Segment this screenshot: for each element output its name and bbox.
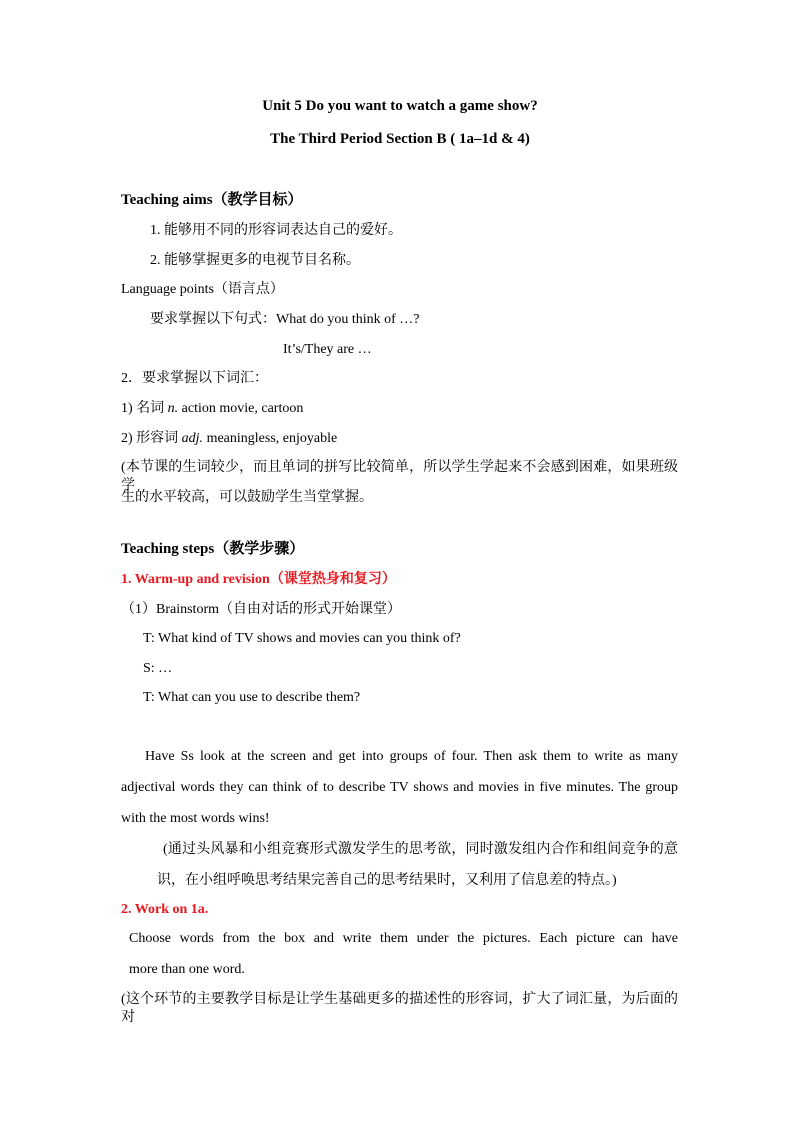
teaching-aims-heading: Teaching aims（教学目标） (121, 192, 303, 208)
teaching-steps-heading: Teaching steps（教学步骤） (121, 541, 305, 557)
dialog-line-3: T: What can you use to describe them? (143, 690, 361, 705)
aim-item-2: 2. 能够掌握更多的电视节目名称。 (150, 253, 360, 268)
brainstorm-label: （1）Brainstorm（自由对话的形式开始课堂） (121, 602, 401, 617)
document-title: Unit 5 Do you want to watch a game show? (262, 98, 538, 114)
brainstorm-note-line-1: (通过头风暴和小组竞赛形式激发学生的思考欲，同时激发组内合作和组间竞争的意 (163, 842, 678, 857)
activity-paragraph-line-2: adjectival words they can think of to describe TV shows and movies in five minutes. The group (121, 780, 678, 795)
activity-paragraph-line-3: with the most words wins! (121, 811, 270, 826)
adjective-vocabulary (121, 430, 337, 448)
noun-prefix: 1) 名词 (121, 401, 168, 416)
sentence-pattern-intro: 要求掌握以下句式：What do you think of …? (150, 312, 420, 327)
dialog-line-1: T: What kind of TV shows and movies can you think of? (143, 631, 461, 646)
step-1-heading: 1. Warm-up and revision（课堂热身和复习） (121, 572, 396, 587)
dialog-line-2: S: … (143, 661, 173, 676)
noun-words: action movie, cartoon (178, 401, 304, 416)
vocabulary-intro: 2．要求掌握以下词汇： (121, 371, 268, 386)
vocabulary-note-line-1: (本节课的生词较少，而且单词的拼写比较简单，所以学生学起来不会感到困难，如果班级学 (121, 460, 678, 493)
work-1a-instruction-line-2: more than one word. (129, 962, 245, 977)
adjective-part-of-speech: adj. (181, 431, 204, 446)
aim-item-1: 1. 能够用不同的形容词表达自己的爱好。 (150, 223, 402, 238)
step-2-heading: 2. Work on 1a. (121, 902, 209, 917)
sentence-pattern-continuation: It’s/They are … (283, 342, 372, 357)
vocabulary-note-line-2: 生的水平较高，可以鼓励学生当堂掌握。 (121, 490, 373, 505)
adjective-words: meaningless, enjoyable (203, 431, 338, 446)
adjective-prefix: 2) 形容词 (121, 431, 182, 446)
language-points-heading: Language points（语言点） (121, 282, 284, 297)
work-1a-note-line-1: (这个环节的主要教学目标是让学生基础更多的描述性的形容词，扩大了词汇量，为后面的对 (121, 992, 678, 1025)
activity-paragraph-line-1: Have Ss look at the screen and get into groups of four. Then ask them to write as many (145, 749, 678, 764)
document-subtitle: The Third Period Section B ( 1a–1d & 4) (270, 131, 530, 147)
noun-vocabulary (121, 400, 303, 418)
work-1a-instruction-line-1: Choose words from the box and write them under the pictures. Each picture can have (129, 931, 678, 946)
noun-part-of-speech: n. (167, 401, 179, 416)
brainstorm-note-line-2: 识，在小组呼唤思考结果完善自己的思考结果时，又利用了信息差的特点。) (157, 873, 617, 888)
